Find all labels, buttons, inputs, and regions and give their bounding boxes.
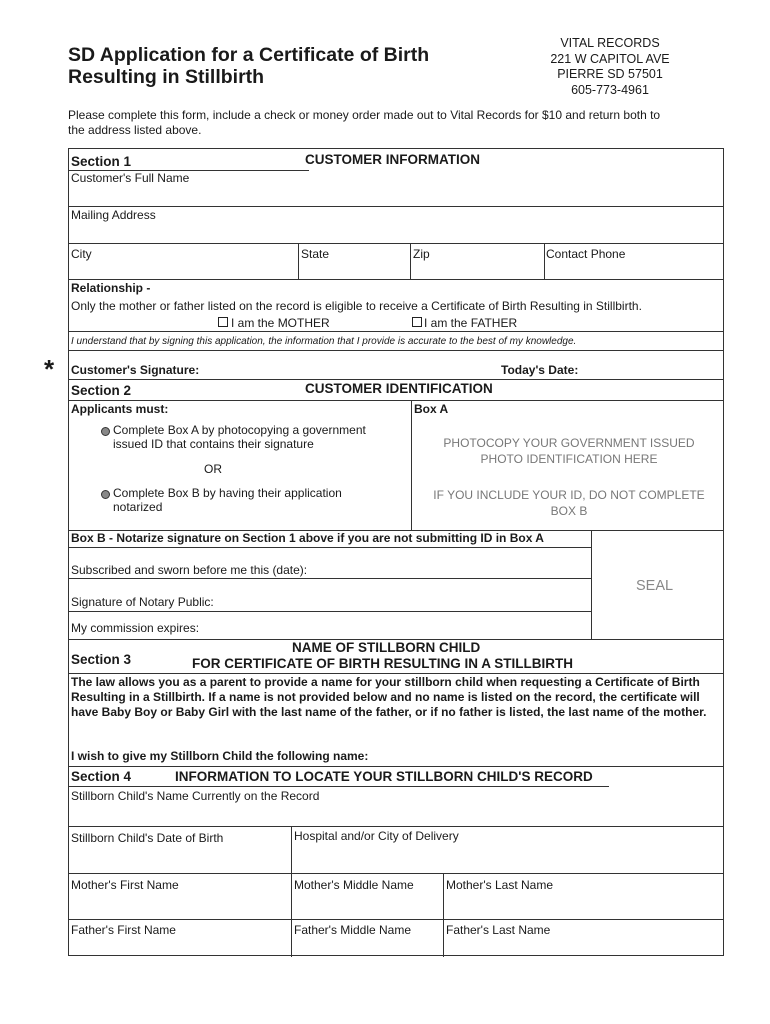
form-frame [68,148,724,956]
bullet-icon [101,427,110,436]
father-option-label: I am the FATHER [424,316,518,330]
section1-label: Section 1 [71,154,132,169]
customer-signature-field[interactable]: Customer's Signature: [71,363,200,377]
applicants-must-label: Applicants must: [71,402,169,416]
commission-expires-field[interactable]: My commission expires: [71,621,200,635]
notary-signature-field[interactable]: Signature of Notary Public: [71,595,214,609]
relationship-note: Only the mother or father listed on the record is eligible to receive a Certificate of Birth Resulting in Stillbirth. [71,299,642,313]
relationship-label: Relationship - [71,281,151,295]
father-last-name-field[interactable]: Father's Last Name [446,923,551,937]
attestation-text: I understand that by signing this application, the information that I provide is accurate to the best of my knowledge. [71,336,577,347]
father-first-name-field[interactable]: Father's First Name [71,923,176,937]
mother-middle-name-field[interactable]: Mother's Middle Name [294,878,414,892]
father-checkbox[interactable] [412,317,422,327]
section4-heading: INFORMATION TO LOCATE YOUR STILLBORN CHILD'S RECORD [175,769,593,784]
current-name-field[interactable]: Stillborn Child's Name Currently on the Record [71,789,320,803]
section2-heading: CUSTOMER IDENTIFICATION [305,381,493,396]
todays-date-field[interactable]: Today's Date: [501,363,579,377]
customer-full-name-field[interactable]: Customer's Full Name [71,171,190,185]
mother-first-name-field[interactable]: Mother's First Name [71,878,179,892]
date-of-birth-field[interactable]: Stillborn Child's Date of Birth [71,831,224,845]
agency-name: VITAL RECORDS [560,36,660,50]
section1-heading: CUSTOMER INFORMATION [305,152,480,167]
agency-city: PIERRE SD 57501 [557,67,663,81]
bullet-icon [101,490,110,499]
mother-option-label: I am the MOTHER [231,316,330,330]
section4-label: Section 4 [71,769,132,784]
naming-law-paragraph: The law allows you as a parent to provide a name for your stillborn child when requesting a Certificate of Birth Resulting in a Stillbirth. If a name is not provided below and no name is listed on the record, the certificate will have Baby Boy or Baby Girl with the last name of the father, or if no father is listed, the last name of the mother. [71,675,707,719]
section3-heading-line2: FOR CERTIFICATE OF BIRTH RESULTING IN A STILLBIRTH [192,656,573,671]
father-middle-name-field[interactable]: Father's Middle Name [294,923,411,937]
zip-field[interactable]: Zip [413,247,430,261]
child-name-field[interactable]: I wish to give my Stillborn Child the following name: [71,749,369,763]
or-text: OR [204,462,222,476]
contact-phone-field[interactable]: Contact Phone [546,247,626,261]
required-asterisk: * [44,354,55,384]
city-field[interactable]: City [71,247,92,261]
option-a-text: Complete Box A by photocopying a government issued ID that contains their signature [113,423,366,451]
form-title-line1: SD Application for a Certificate of Birth [68,44,430,66]
section3-label: Section 3 [71,652,132,667]
box-a-photocopy-text: PHOTOCOPY YOUR GOVERNMENT ISSUED PHOTO IDENTIFICATION HERE [443,436,695,466]
box-b-label: Box B - Notarize signature on Section 1 above if you are not submitting ID in Box A [71,531,544,545]
state-field[interactable]: State [301,247,330,261]
seal-area: SEAL [636,578,674,594]
agency-street: 221 W CAPITOL AVE [550,51,670,66]
hospital-city-field[interactable]: Hospital and/or City of Delivery [294,829,459,843]
sworn-date-field[interactable]: Subscribed and sworn before me this (date): [71,563,308,577]
form-title-line2: Resulting in Stillbirth [68,66,265,88]
form-title [68,44,429,88]
agency-phone: 605-773-4961 [571,82,649,97]
section3-heading-line1: NAME OF STILLBORN CHILD [292,640,481,655]
section2-label: Section 2 [71,383,132,398]
intro-instructions: Please complete this form, include a check or money order made out to Vital Records for $10 and return both to the address listed above. [68,108,661,137]
mother-last-name-field[interactable]: Mother's Last Name [446,878,553,892]
agency-address-block [520,36,700,98]
mother-checkbox[interactable] [218,317,228,327]
box-a-label: Box A [414,402,449,416]
mailing-address-field[interactable]: Mailing Address [71,208,156,222]
option-b-text: Complete Box B by having their application notarized [113,486,342,514]
box-a-warning-text: IF YOU INCLUDE YOUR ID, DO NOT COMPLETE BOX B [433,488,705,518]
